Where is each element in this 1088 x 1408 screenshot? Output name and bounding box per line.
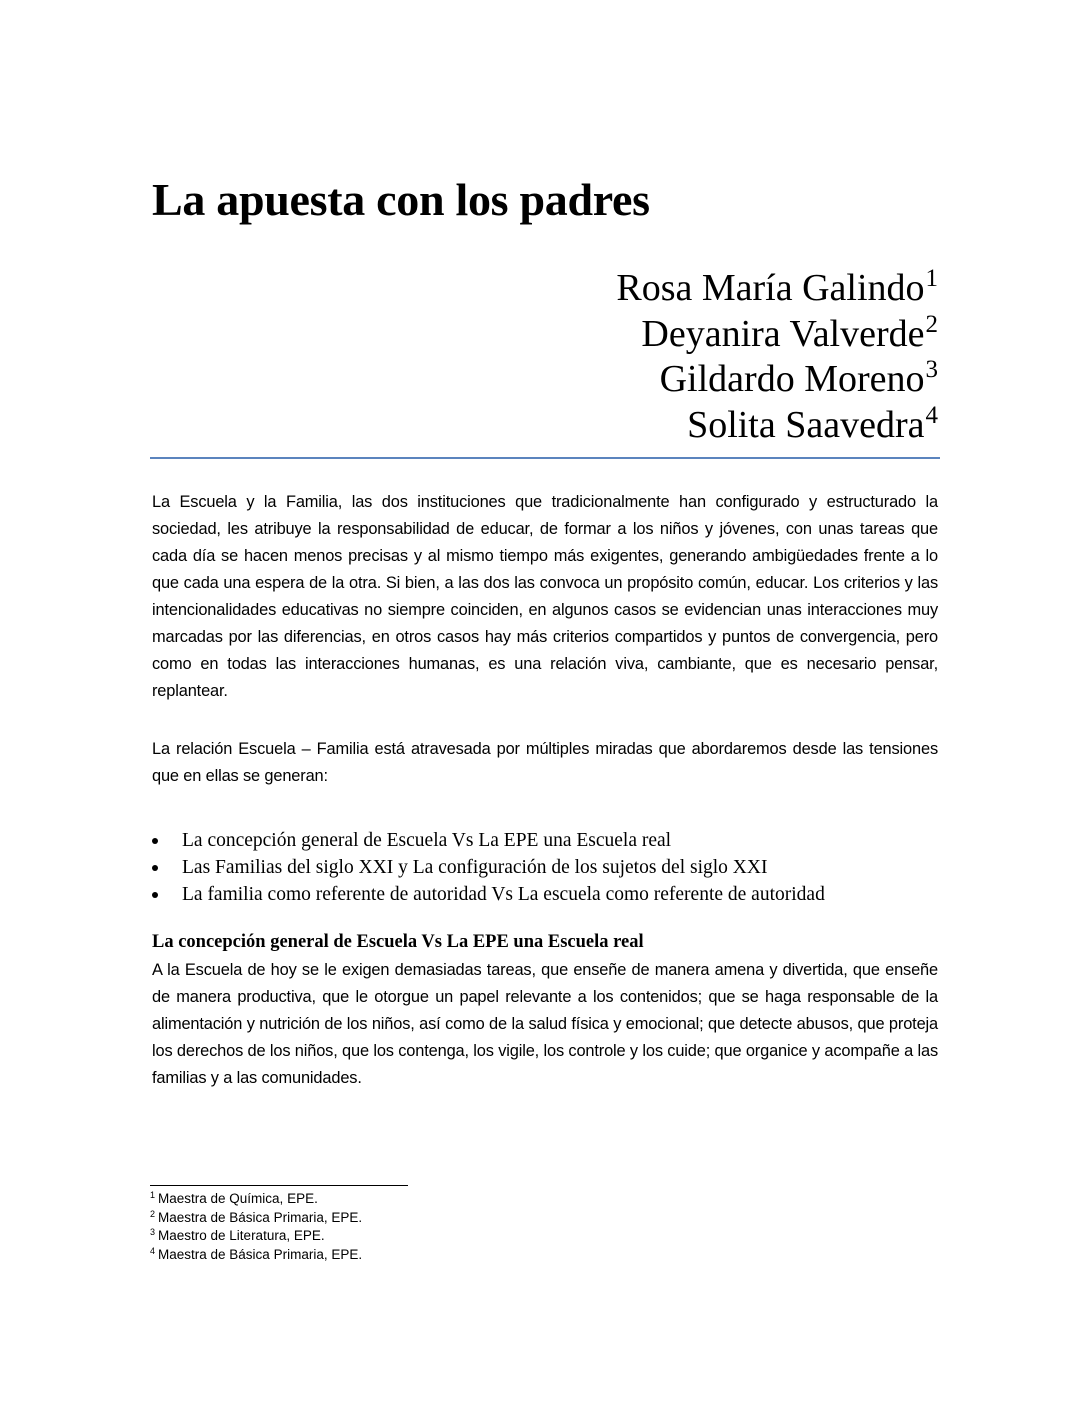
author-line [616,403,938,449]
list-item [152,854,952,881]
author-name: Solita Saavedra [687,403,925,446]
list-item [152,881,952,908]
list-item-text: La familia como referente de autoridad Vs La escuela como referente de autoridad [182,884,825,905]
section-heading: La concepción general de Escuela Vs La EPE una Escuela real [152,932,644,952]
tensions-list [152,827,952,908]
footnote-number: 1 [150,1190,156,1200]
document-title: La apuesta con los padres [152,174,650,225]
footnote-text: Maestra de Básica Primaria, EPE. [158,1246,363,1262]
author-name: Gildardo Moreno [659,358,925,400]
footnote-marker[interactable]: 1 [925,265,938,292]
footnote-text: Maestro de Literatura, EPE. [158,1228,325,1243]
title-divider [150,457,940,459]
footnote-marker[interactable]: 3 [925,356,938,383]
list-item [152,827,952,854]
author-line [616,312,938,358]
footnote-number: 4 [150,1245,156,1256]
bullet-icon [152,865,158,871]
author-line [616,266,938,312]
footnote-divider [150,1185,408,1186]
footnote-marker[interactable]: 2 [925,310,938,338]
footnote-text: Maestra de Química, EPE. [158,1191,318,1206]
list-item-text: Las Familias del siglo XXI y La configuración de los sujetos del siglo XXI [182,857,768,878]
footnote-number: 2 [150,1208,156,1219]
footnote-number: 3 [150,1227,156,1237]
bullet-icon [152,838,158,844]
list-item-text: La concepción general de Escuela Vs La EPE una Escuela real [182,830,672,851]
section-paragraph: A la Escuela de hoy se le exigen demasiadas tareas, que enseñe de manera amena y divertida, que enseñe de manera productiva, que le otorgue un papel relevante a los contenidos; que se haga responsable de la alimentación y nutrición de los niños, así como de la salud física y emocional; que detecte abusos, que proteja los derechos de los niños, que los contenga, los vigile, los controle y los cuide; que organice y acompañe a las familias y a las comunidades. [152,961,938,1087]
intro-paragraph: La Escuela y la Familia, las dos instituciones que tradicionalmente han configurado y estructurado la sociedad, les atribuye la responsabilidad de educar, de formar a los niños y jóvenes, con unas tareas que cada día se hacen menos precisas y al mismo tiempo más exigentes, generando ambigüedades frente a lo que cada una espera de la otra. Si bien, a las dos las convoca un propósito común, educar. Los criterios y las intencionalidades educativas no siempre coinciden, en algunos casos se evidencian unas interacciones muy marcadas por las diferencias, en otros casos hay más criterios compartidos y puntos de convergencia, pero como en todas las interacciones humanas, es una relación viva, cambiante, que es necesario pensar, replantear. [152,493,938,700]
author-line [616,357,938,403]
author-name: Rosa María Galindo [616,267,925,309]
footnote-text: Maestra de Básica Primaria, EPE. [158,1209,363,1225]
footnote-list [150,1190,362,1264]
bullet-icon [152,892,158,898]
author-name: Deyanira Valverde [641,312,925,355]
tensions-paragraph: La relación Escuela – Familia está atravesada por múltiples miradas que abordaremos desde las tensiones que en ellas se generan: [152,740,938,785]
footnote-item [150,1227,362,1246]
author-list [616,266,938,448]
footnote-item [150,1246,362,1265]
footnote-item [150,1209,362,1228]
footnote-item [150,1190,362,1209]
footnote-marker[interactable]: 4 [925,401,938,429]
